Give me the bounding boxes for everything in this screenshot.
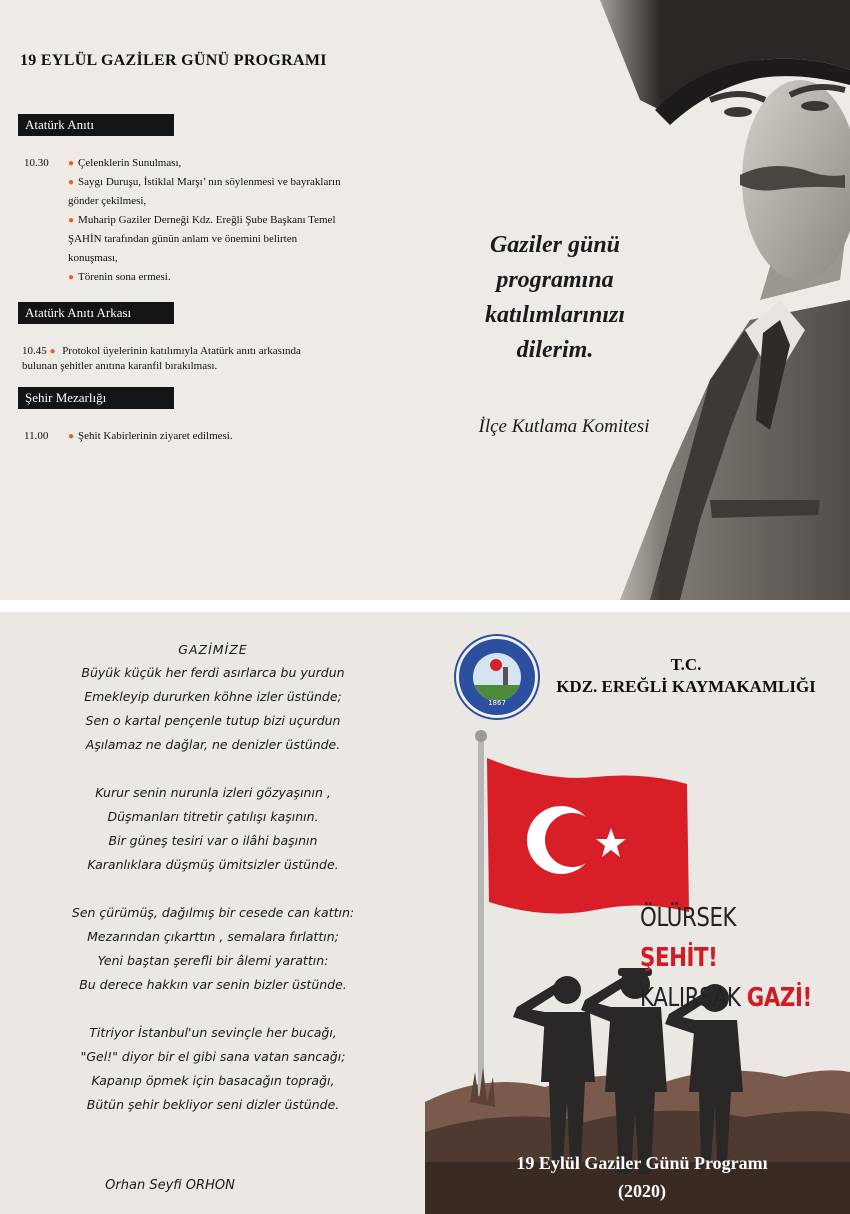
poem-line: Kapanıp öpmek için basacağın toprağı, bbox=[91, 1073, 335, 1088]
kaymakamlik-seal-logo bbox=[456, 636, 538, 718]
committee-signature: İlçe Kutlama Komitesi bbox=[478, 416, 650, 437]
program-item: ● Muharip Gaziler Derneği Kdz. Ereğli Şube Başkanı Temel bbox=[68, 214, 336, 226]
poem-line: Bir güneş tesiri var o ilâhi başının bbox=[108, 833, 318, 848]
program-item: 11.00 ● Şehit Kabirlerinin ziyaret edilmesi. bbox=[22, 427, 386, 446]
poem-author: Orhan Seyfi ORHON bbox=[105, 1178, 235, 1193]
section-heading-ataturk-aniti-arkasi: Atatürk Anıtı Arkası bbox=[18, 302, 174, 324]
poem-line: Yeni baştan şerefli bir âlemi yarattın: bbox=[97, 953, 329, 968]
section-ataturk-aniti-items bbox=[22, 154, 386, 287]
program-item-continued: ŞAHİN tarafından günün anlam ve önemini belirten bbox=[68, 233, 298, 245]
bullet-icon: ● bbox=[68, 215, 75, 226]
slogan: ÖLÜRSEK ŞEHİT! KALIRSAK GAZİ! bbox=[640, 903, 812, 1013]
seal-crescent-icon bbox=[490, 659, 502, 671]
poem-line: Titriyor İstanbul'un sevinçle her bucağı, bbox=[89, 1025, 337, 1040]
poem-line: Bu derece hakkın var senin bizler üstünde. bbox=[79, 977, 347, 992]
cover-title: 19 Eylül Gaziler Günü Programı (2020) bbox=[516, 1153, 768, 1201]
poem-line: Karanlıklara düşmüş ümitsizler üstünde. bbox=[87, 857, 339, 872]
poem-title: GAZİMİZE bbox=[178, 642, 248, 657]
section-heading-ataturk-aniti: Atatürk Anıtı bbox=[18, 114, 174, 136]
poem-line: "Gel!" diyor bir el gibi sana vatan sancağı; bbox=[80, 1049, 346, 1064]
invitation-message: Gaziler günü programına katılımlarınızı dilerim. bbox=[484, 232, 626, 363]
time-label: 10.45 bbox=[22, 345, 47, 357]
program-item-continued: bulunan şehitler anıtına karanfil bırakılması. bbox=[22, 360, 218, 372]
bullet-icon: ● bbox=[68, 177, 75, 188]
flag-pole-finial bbox=[475, 730, 487, 742]
program-title: 19 EYLÜL GAZİLER GÜNÜ PROGRAMI bbox=[20, 52, 327, 69]
poem-line: Düşmanları titretir çatılışı kaşının. bbox=[107, 809, 319, 824]
poem-line: Mezarından çıkarttın , semalara fırlattın; bbox=[87, 929, 339, 944]
time-label: 11.00 bbox=[24, 430, 49, 442]
time-label: 10.30 bbox=[24, 157, 49, 169]
bullet-icon: ● bbox=[68, 431, 75, 442]
program-item-continued: gönder çekilmesi, bbox=[68, 195, 147, 207]
program-item: ● Saygı Duruşu, İstiklal Marşı’ nın söylenmesi ve bayrakların bbox=[68, 176, 341, 188]
seal-chimney-icon bbox=[503, 667, 508, 687]
poem-line: Kurur senin nurunla izleri gözyaşının , bbox=[95, 785, 331, 800]
bullet-icon: ● bbox=[68, 272, 75, 283]
poem-line: Sen o kartal pençenle tutup bizi uçurdun bbox=[85, 713, 341, 728]
program-item-continued: konuşması, bbox=[68, 252, 118, 264]
bullet-icon: ● bbox=[68, 158, 75, 169]
program-page bbox=[0, 0, 850, 600]
poem-line: Büyük küçük her ferdi asırlarca bu yurdun bbox=[81, 665, 345, 680]
poem-line: Bütün şehir bekliyor seni dizler üstünde. bbox=[86, 1097, 340, 1112]
poem-line: Sen çürümüş, dağılmış bir cesede can kattın: bbox=[71, 905, 355, 920]
program-item: 10.30 ● Çelenklerin Sunulması, bbox=[22, 154, 386, 173]
seal-year: 1867 bbox=[488, 699, 506, 707]
government-header: T.C. KDZ. EREĞLİ KAYMAKAMLIĞI bbox=[556, 655, 816, 696]
bullet-icon: ● bbox=[49, 346, 56, 357]
program-item: ● Törenin sona ermesi. bbox=[68, 271, 171, 283]
flag-pole bbox=[478, 736, 484, 1096]
program-item: 10.45 ● Protokol üyelerinin katılımıyla Atatürk anıtı arkasında bbox=[22, 345, 301, 357]
poem-line: Emekleyip dururken köhne izler üstünde; bbox=[84, 689, 342, 704]
poem-gazimize bbox=[20, 642, 406, 1193]
section-ataturk-aniti-arkasi-items bbox=[22, 344, 386, 374]
section-heading-sehir-mezarligi: Şehir Mezarlığı bbox=[18, 387, 174, 409]
poem-line: Aşılamaz ne dağlar, ne denizler üstünde. bbox=[85, 737, 341, 752]
section-sehir-mezarligi-items bbox=[22, 427, 386, 446]
poem-cover-page bbox=[0, 612, 850, 1214]
